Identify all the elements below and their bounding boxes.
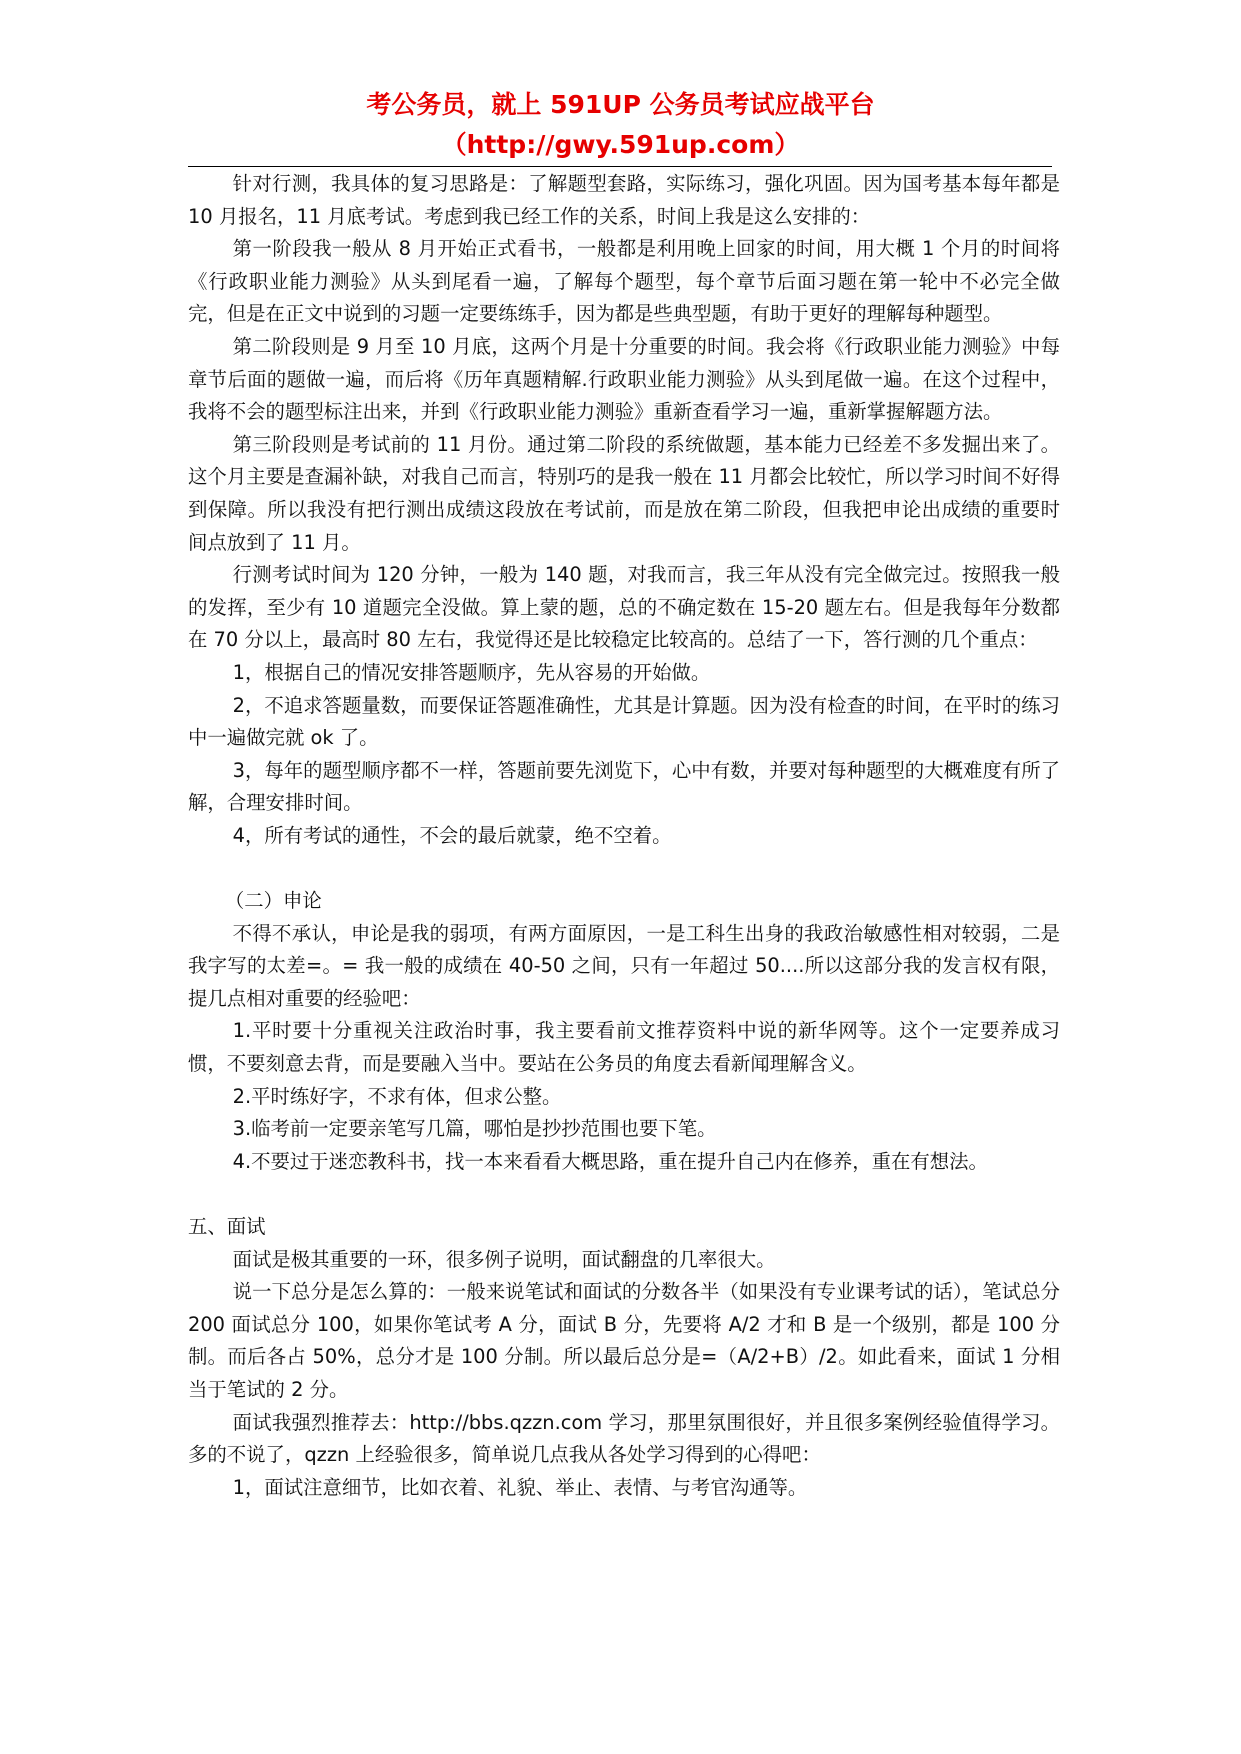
shenlun-point-1: 1.平时要十分重视关注政治时事，我主要看前文推荐资料中说的新华网等。这个一定要养成习惯，不要刻意去背，而是要融入当中。要站在公务员的角度去看新闻理解含义。 (188, 1019, 1060, 1076)
blank-line (188, 1178, 1060, 1211)
xingce-point-2: 2，不追求答题量数，而要保证答题准确性，尤其是计算题。因为没有检查的时间，在平时的练习中一遍做完就 ok 了。 (188, 693, 1060, 750)
shenlun-point-3: 3.临考前一定要亲笔写几篇，哪怕是抄抄范围也要下笔。 (232, 1117, 717, 1141)
shenlun-point-2: 2.平时练好字，不求有体，但求公整。 (232, 1084, 562, 1108)
stage-one-paragraph: 第一阶段我一般从 8 月开始正式看书，一般都是利用晚上回家的时间，用大概 1 个月的时间将《行政职业能力测验》从头到尾看一遍，了解每个题型，每个章节后面习题在第一轮中不必完全做完，但是在正文中说到的习题一定要练练手，因为都是些典型题，有助于更好的理解每种题型。 (188, 237, 1060, 326)
interview-paragraph-1: 面试是极其重要的一环，很多例子说明，面试翻盘的几率很大。 (232, 1247, 776, 1271)
header-title: 考公务员，就上 591UP 公务员考试应战平台 (366, 90, 875, 119)
shenlun-point-4: 4.不要过于迷恋教科书，找一本来看看大概思路，重在提升自己内在修养，重在有想法。 (232, 1149, 988, 1173)
interview-point-1: 1，面试注意细节，比如衣着、礼貌、举止、表情、与考官沟通等。 (232, 1475, 808, 1499)
xingce-point-4: 4，所有考试的通性，不会的最后就蒙，绝不空着。 (232, 823, 672, 847)
interview-heading: 五、面试 (188, 1215, 266, 1238)
shenlun-intro-paragraph: 不得不承认，申论是我的弱项，有两方面原因，一是工科生出身的我政治敏感性相对较弱，二是我字写的太差=。= 我一般的成绩在 40-50 之间，只有一年超过 50....所以这部分我的发言权有限，提几点相对重要的经验吧： (188, 921, 1060, 1010)
header-divider (188, 166, 1052, 167)
shenlun-heading: （二）申论 (224, 889, 322, 913)
xingce-intro-paragraph: 针对行测，我具体的复习思路是：了解题型套路，实际练习，强化巩固。因为国考基本每年都是 10 月报名，11 月底考试。考虑到我已经工作的关系，时间上我是这么安排的： (188, 172, 1060, 228)
xingce-summary-paragraph: 行测考试时间为 120 分钟，一般为 140 题，对我而言，我三年从没有完全做完过。按照我一般的发挥，至少有 10 道题完全没做。算上蒙的题，总的不确定数在 15-20 题左右。但是我每年分数都在 70 分以上，最高时 80 左右，我觉得还是比较稳定比较高的。总结了一下，答行测的几个重点： (188, 563, 1060, 652)
xingce-point-1: 1，根据自己的情况安排答题顺序，先从容易的开始做。 (232, 660, 711, 684)
document-body (188, 168, 1060, 1504)
header-url[interactable]: （http://gwy.591up.com） (441, 130, 800, 159)
stage-three-paragraph: 第三阶段则是考试前的 11 月份。通过第二阶段的系统做题，基本能力已经差不多发掘出来了。这个月主要是查漏补缺，对我自己而言，特别巧的是我一般在 11 月都会比较忙，所以学习时间不好得到保障。所以我没有把行测出成绩这段放在考试前，而是放在第二阶段，但我把申论出成绩的重要时间点放到了 11 月。 (188, 432, 1060, 554)
blank-line (188, 852, 1060, 885)
interview-paragraph-3: 面试我强烈推荐去：http://bbs.qzzn.com 学习，那里氛围很好，并且很多案例经验值得学习。多的不说了，qzzn 上经验很多，简单说几点我从各处学习得到的心得吧： (188, 1410, 1060, 1467)
interview-paragraph-2: 说一下总分是怎么算的：一般来说笔试和面试的分数各半（如果没有专业课考试的话），笔试总分 200 面试总分 100，如果你笔试考 A 分，面试 B 分，先要将 A/2 才和 B 是一个级别，都是 100 分制。而后各占 50%，总分才是 100 分制。所以最后总分是=（A/2+B）/2。如此看来，面试 1 分相当于笔试的 2 分。 (188, 1280, 1060, 1401)
xingce-point-3: 3，每年的题型顺序都不一样，答题前要先浏览下，心中有数，并要对每种题型的大概难度有所了解，合理安排时间。 (188, 758, 1060, 815)
stage-two-paragraph: 第二阶段则是 9 月至 10 月底，这两个月是十分重要的时间。我会将《行政职业能力测验》中每章节后面的题做一遍，而后将《历年真题精解.行政职业能力测验》从头到尾做一遍。在这个过程中，我将不会的题型标注出来，并到《行政职业能力测验》重新查看学习一遍，重新掌握解题方法。 (188, 334, 1060, 424)
